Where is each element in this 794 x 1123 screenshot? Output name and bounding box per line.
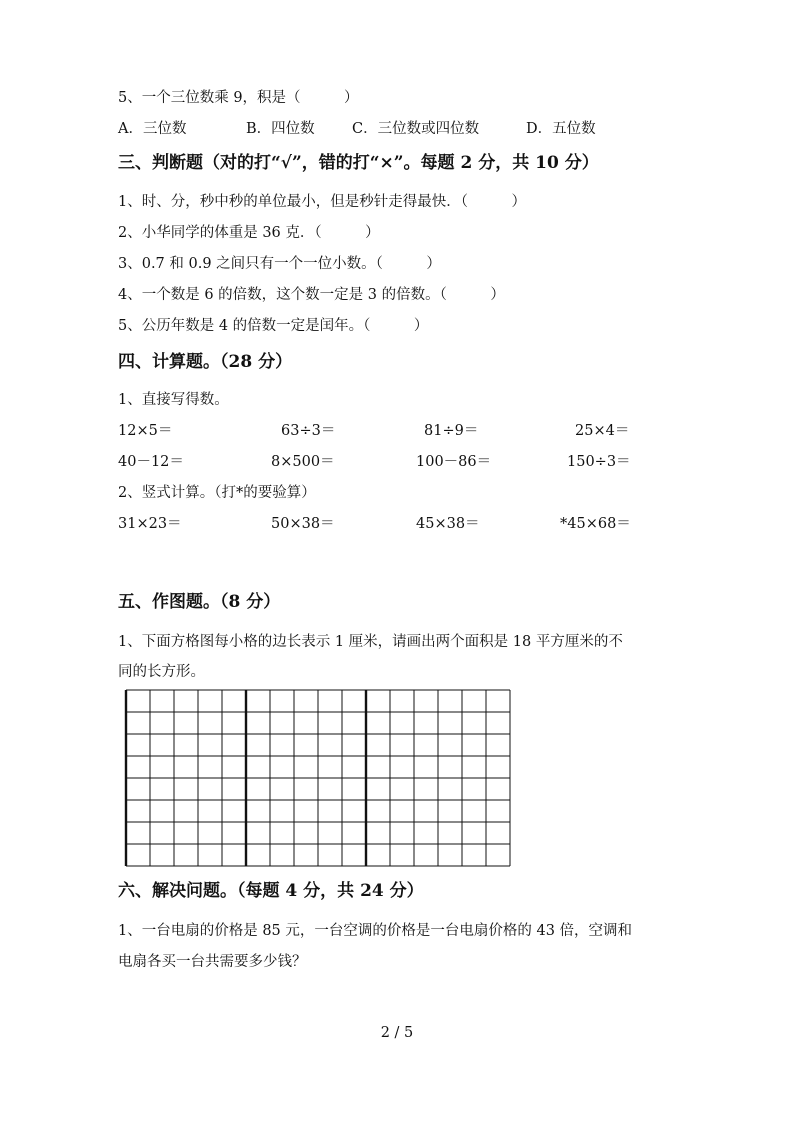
option-a: A．三位数: [118, 121, 187, 137]
judgement-item-3: 3、0.7 和 0.9 之间只有一个一位小数。（ ）: [118, 256, 441, 272]
calc-item: 25×4＝: [575, 423, 630, 439]
calc-item: 100－86＝: [416, 454, 492, 470]
calc-item: 45×38＝: [416, 516, 480, 532]
calc-item: 63÷3＝: [281, 423, 336, 439]
option-c: C．三位数或四位数: [352, 121, 480, 137]
calc-item: 31×23＝: [118, 516, 182, 532]
judgement-item-2: 2、小华同学的体重是 36 克．（ ）: [118, 225, 380, 241]
drawing-question-line-1: 1、下面方格图每小格的边长表示 1 厘米，请画出两个面积是 18 平方厘米的不: [118, 634, 623, 650]
section-4-title: 四、计算题。（28 分）: [118, 352, 293, 372]
section-3-title: 三、判断题（对的打“√”，错的打“×”。每题 2 分，共 10 分）: [118, 153, 599, 173]
question-5-stem: 5、一个三位数乘 9，积是（ ）: [118, 90, 359, 106]
calc-item: 40－12＝: [118, 454, 184, 470]
calc-item: 81÷9＝: [424, 423, 479, 439]
option-d: D．五位数: [526, 121, 596, 137]
square-grid[interactable]: [124, 688, 514, 870]
judgement-item-1: 1、时、分，秒中秒的单位最小，但是秒针走得最快．（ ）: [118, 194, 526, 210]
page-number: 2 / 5: [380, 1025, 414, 1041]
calc-item: 50×38＝: [271, 516, 335, 532]
section-6-title: 六、解决问题。（每题 4 分，共 24 分）: [118, 881, 424, 901]
option-b: B．四位数: [246, 121, 315, 137]
calc-part-2-label: 2、竖式计算。（打*的要验算）: [118, 485, 316, 501]
calc-part-1-label: 1、直接写得数。: [118, 392, 229, 408]
drawing-question-line-2: 同的长方形。: [118, 664, 205, 680]
problem-1-line-1: 1、一台电扇的价格是 85 元，一台空调的价格是一台电扇价格的 43 倍，空调和: [118, 923, 633, 939]
calc-item: 150÷3＝: [567, 454, 631, 470]
judgement-item-5: 5、公历年数是 4 的倍数一定是闰年。（ ）: [118, 318, 429, 334]
problem-1-line-2: 电扇各买一台共需要多少钱？: [118, 954, 307, 970]
calc-item: *45×68＝: [560, 516, 631, 532]
calc-item: 8×500＝: [271, 454, 335, 470]
judgement-item-4: 4、一个数是 6 的倍数，这个数一定是 3 的倍数。（ ）: [118, 287, 505, 303]
calc-item: 12×5＝: [118, 423, 173, 439]
section-5-title: 五、作图题。（8 分）: [118, 592, 281, 612]
